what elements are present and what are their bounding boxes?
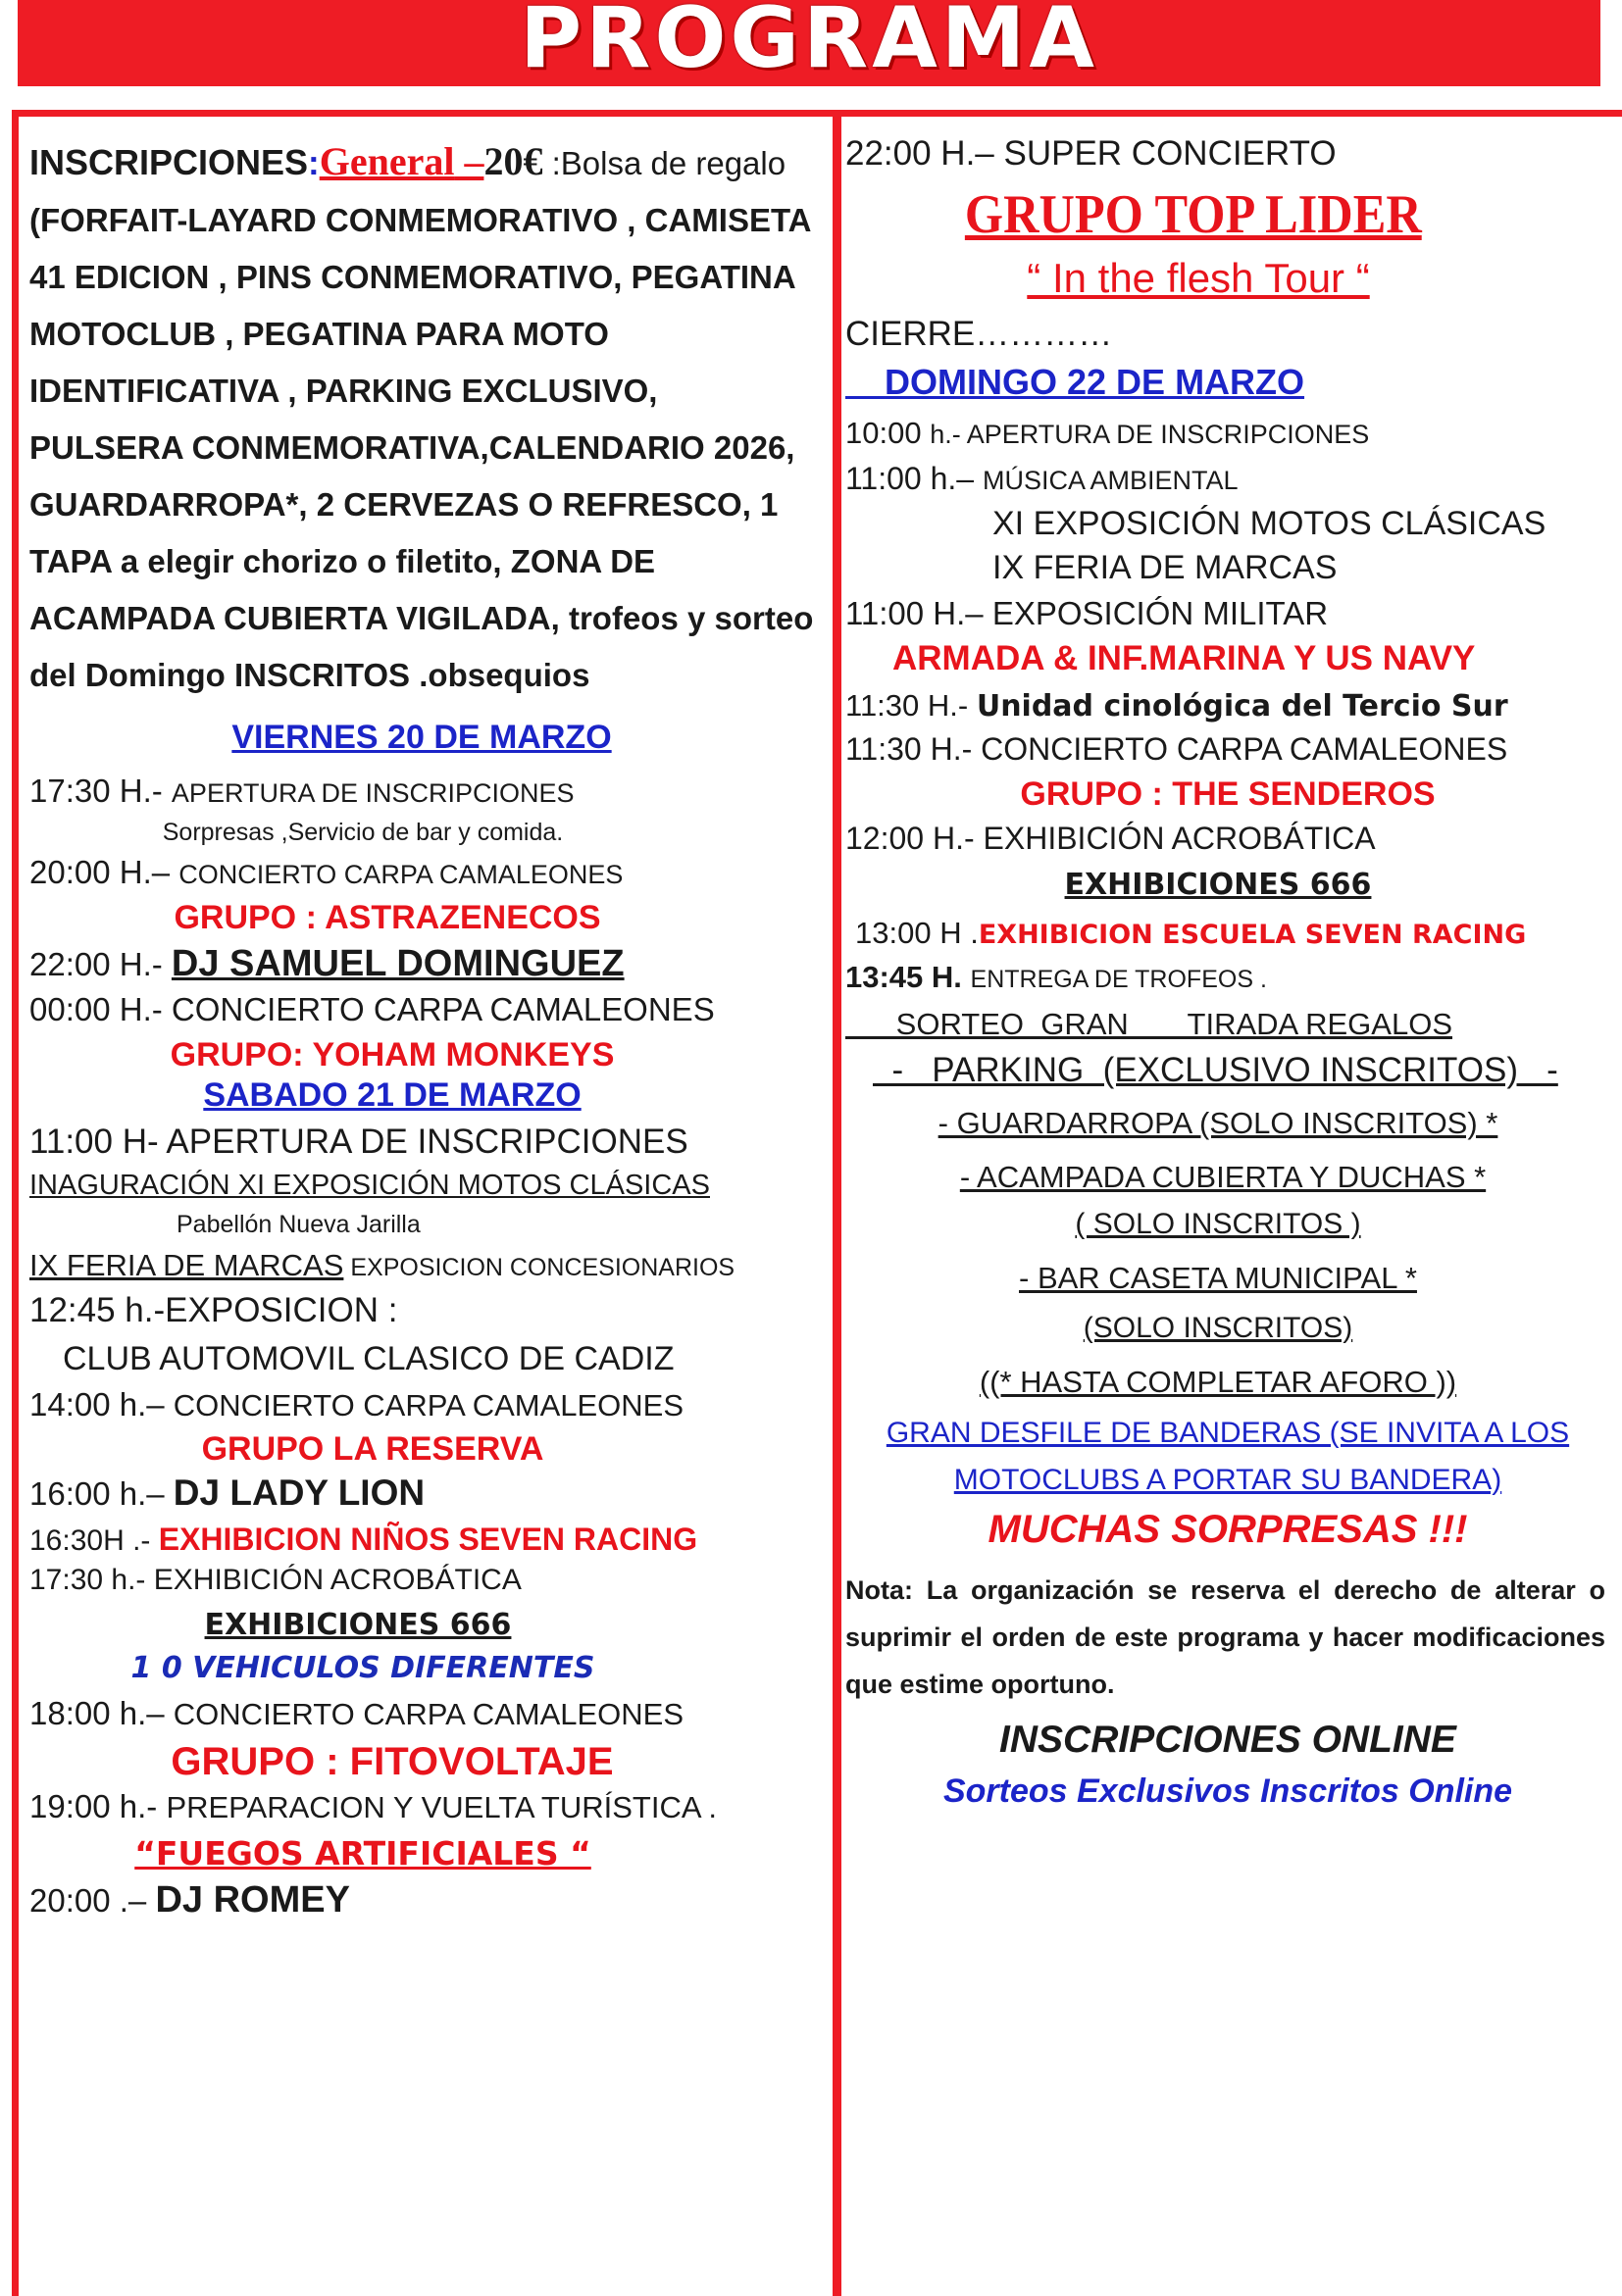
camping: - ACAMPADA CUBIERTA Y DUCHAS * [959,1160,1487,1195]
time: 10:00 [845,415,931,450]
gift-bag-contents: (FORFAIT-LAYARD CONMEMORATIVO , CAMISETA 41 EDICION , PINS CONMEMORATIVO, PEGATINA MOTOCLUB , PEGATINA PARA MOTO IDENTIFICATIVA , PARKING EXCLUSIVO, PULSERA CONMEMORATIVA,CALENDARIO 2026, GUARDARROPA*, 2 CERVEZAS O REFRESCO, 1 TAPA a elegir chorizo o filetito, ZONA DE ACAMPADA CUBIERTA VIGILADA, trofeos y sorteo del Domingo INSCRITOS .obsequios [29,202,814,693]
closing: CIERRE………… [845,314,1113,353]
navy-exhibit: ARMADA & INF.MARINA Y US NAVY [892,639,1476,678]
left-column [29,127,814,1923]
saturday-item-2: INAGURACIÓN XI EXPOSICIÓN MOTOS CLÁSICAS [29,1169,710,1201]
time: 20:00 H.– [29,854,179,891]
fireworks: “FUEGOS ARTIFICIALES “ [134,1833,591,1872]
camping-note: ( SOLO INSCRITOS ) [1075,1208,1361,1241]
saturday-item-8: 17:30 h.- EXHIBICIÓN ACROBÁTICA [29,1563,522,1596]
flag-parade-1: GRAN DESFILE DE BANDERAS (SE INVITA A LOS [886,1416,1570,1449]
registration-colon: : [308,144,320,182]
sunday-item-2 [845,459,1622,498]
event: Unidad cinológica del Tercio Sur [976,689,1508,724]
registration-label: INSCRIPCIONES [29,142,309,182]
event: CONCIERTO CARPA CAMALEONES [178,860,624,890]
time: 22:00 H.- [29,945,172,982]
capacity-note: ((* HASTA COMPLETAR AFORO )) [979,1364,1457,1399]
saturday-item-6 [29,1472,814,1515]
band-fitovoltaje: GRUPO : FITOVOLTAJE [171,1740,614,1784]
registration-paragraph [29,133,814,704]
sunday-item-3: 11:00 H.– EXPOSICIÓN MILITAR [845,594,1329,631]
event: h.- APERTURA DE INSCRIPCIONES [930,419,1370,449]
sunday-item-8 [845,957,1622,996]
time: 11:00 h.– [845,461,983,497]
saturday-heading: SABADO 21 DE MARZO [203,1075,582,1114]
event: DJ LADY LION [173,1472,426,1514]
page-title: PROGRAMA [520,0,1098,87]
band-yoham-monkeys: GRUPO: YOHAM MONKEYS [170,1035,615,1073]
event: DJ SAMUEL DOMINGUEZ [171,942,625,984]
saturday-item-4: 12:45 h.-EXPOSICION : [29,1290,398,1329]
sunday-item-6: 12:00 H.- EXHIBICIÓN ACROBÁTICA [845,821,1376,857]
flag-parade-2: MOTOCLUBS A PORTAR SU BANDERA) [953,1463,1502,1496]
note-paragraph: Nota: La organización se reserva el derecho de alterar o suprimir el orden de este programa y hacer modificaciones que estime oportuno. [845,1574,1605,1699]
sunday-item-1 [845,413,1622,452]
time: 11:30 H.- [845,688,977,724]
friday-item-4: 00:00 H.- CONCIERTO CARPA CAMALEONES [29,991,715,1028]
event: DJ ROMEY [155,1879,350,1922]
saturday-item-9 [29,1694,814,1733]
saturday-item-3 [29,1245,814,1284]
time: 20:00 .– [29,1882,156,1920]
raffle: SORTEO GRAN TIRADA REGALOS [845,1006,1453,1041]
band-la-reserva: GRUPO LA RESERVA [201,1430,544,1469]
band-the-senderos: GRUPO : THE SENDEROS [1020,774,1436,813]
parking: - PARKING (EXCLUSIVO INSCRITOS) - [873,1051,1558,1090]
saturday-item-7 [29,1520,814,1559]
online-raffles: Sorteos Exclusivos Inscritos Online [942,1772,1513,1810]
event: EXHIBICION NIÑOS SEVEN RACING [158,1521,698,1557]
classic-bikes: XI EXPOSICIÓN MOTOS CLÁSICAS [992,504,1546,542]
time: 13:00 H . [855,915,979,950]
sunday-item-7 [845,913,1622,952]
general-dash: – [454,139,484,183]
friday-item-1 [29,772,814,811]
saturday-item-10 [29,1787,814,1826]
sat-night-concert: 22:00 H.– SUPER CONCIERTO [845,134,1337,173]
friday-item-3 [29,942,814,987]
event: MÚSICA AMBIENTAL [982,466,1239,496]
time: 14:00 h.– [29,1385,174,1423]
cloakroom: - GUARDARROPA (SOLO INSCRITOS) * [938,1106,1498,1141]
sunday-item-4 [845,685,1622,724]
club-name: CLUB AUTOMOVIL CLASICO DE CADIZ [63,1339,675,1377]
time: 19:00 h.- [29,1788,167,1825]
tour-name: “ In the flesh Tour “ [1027,255,1370,302]
general-label: General [319,139,455,183]
saturday-venue: Pabellón Nueva Jarilla [177,1211,421,1239]
exhibitions-666: EXHIBICIONES 666 [204,1607,512,1642]
bar: - BAR CASETA MUNICIPAL * [1019,1261,1417,1296]
time: 17:30 H.- [29,772,172,809]
dealers: EXPOSICION CONCESIONARIOS [343,1254,735,1282]
brands-fair: IX FERIA DE MARCAS [29,1248,344,1283]
header-banner [18,0,1600,86]
time: 18:00 h.– [29,1694,174,1731]
friday-note: Sorpresas ,Servicio de bar y comida. [162,819,564,847]
brands-fair-sunday: IX FERIA DE MARCAS [992,548,1338,586]
event: ENTREGA DE TROFEOS . [970,966,1267,994]
right-column [845,127,1622,1811]
saturday-item-5 [29,1385,814,1424]
event: EXHIBICION ESCUELA SEVEN RACING [978,919,1527,950]
time: 13:45 H. [845,960,971,995]
friday-heading: VIERNES 20 DE MARZO [231,719,612,756]
saturday-item-11 [29,1878,814,1923]
saturday-item-1: 11:00 H- APERTURA DE INSCRIPCIONES [29,1122,688,1161]
event: APERTURA DE INSCRIPCIONES [171,777,575,808]
intro-text: :Bolsa de regalo [542,145,786,181]
bar-note: (SOLO INSCRITOS) [1083,1311,1353,1344]
surprises: MUCHAS SORPRESAS !!! [988,1507,1468,1551]
event: CONCIERTO CARPA CAMALEONES [173,1387,684,1423]
time: 16:30H .- [29,1523,159,1557]
friday-item-2 [29,853,814,892]
price: 20€ [483,139,543,183]
band-top-lider-wrap [757,182,1622,248]
sunday-item-5: 11:30 H.- CONCIERTO CARPA CAMALEONES [845,731,1508,768]
exhibitions-666-sunday: EXHIBICIONES 666 [1064,867,1372,902]
sunday-heading: DOMINGO 22 DE MARZO [885,361,1305,402]
band-astrazenecos: GRUPO : ASTRAZENECOS [174,898,601,936]
event: CONCIERTO CARPA CAMALEONES [173,1696,684,1731]
vehicles-label: 1 0 VEHICULOS DIFERENTES [130,1650,595,1685]
online-heading: INSCRIPCIONES ONLINE [999,1718,1456,1761]
event: PREPARACION Y VUELTA TURÍSTICA . [166,1790,718,1825]
time: 16:00 h.– [29,1475,174,1513]
band-top-lider: GRUPO TOP LIDER [965,184,1422,245]
